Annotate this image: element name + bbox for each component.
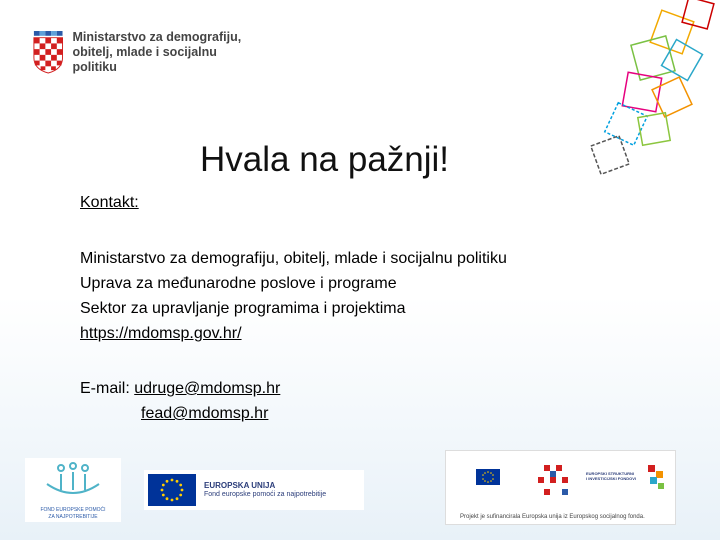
- email-link-udruge[interactable]: udruge@mdomsp.hr: [134, 380, 281, 397]
- fead-logo: [25, 458, 121, 522]
- esif-logo: [445, 450, 676, 525]
- email-link-fead[interactable]: fead@mdomsp.hr: [141, 405, 269, 422]
- website-link[interactable]: https://mdomsp.gov.hr/: [80, 325, 242, 342]
- eu-logo: [144, 470, 364, 510]
- contact-lines: [80, 246, 507, 346]
- ministry-name-line2: obitelj, mlade i socijalnu politiku: [72, 44, 217, 74]
- esif-title2: I INVESTICIJSKI FONDOVI: [586, 476, 637, 481]
- fead-logo-line2: ZA NAJPOTREBITIJE: [48, 514, 98, 520]
- fead-figures-icon: [25, 458, 121, 502]
- ministry-name-line1: Ministarstvo za demografiju,: [72, 29, 242, 44]
- contact-line-sector: Sektor za upravljanje programima i projektima: [80, 300, 406, 317]
- esif-checker-icon: [536, 461, 576, 501]
- eu-flag-small-icon: [476, 469, 500, 485]
- email-label: E-mail:: [80, 380, 130, 397]
- croatian-coat-of-arms-icon: [32, 30, 64, 74]
- eu-title: EUROPSKA UNIJA: [204, 481, 276, 490]
- eu-flag-icon: [148, 474, 196, 506]
- email-block: [80, 376, 280, 426]
- ministry-name: [72, 30, 256, 75]
- ministry-logo: [28, 24, 256, 80]
- decorative-squares: [585, 0, 720, 195]
- eu-subtitle: Fond europske pomoći za najpotrebitije: [204, 491, 327, 498]
- esif-caption: Projekt je sufinancirala Europska unija iz Europskog socijalnog fonda.: [460, 514, 645, 520]
- esif-title: EUROPSKI STRUKTURNI: [586, 471, 635, 476]
- contact-line-directorate: Uprava za međunarodne poslove i programe: [80, 275, 397, 292]
- operational-programme-icon: [644, 463, 670, 499]
- fead-logo-line1: FOND EUROPSKE POMOĆI: [40, 507, 106, 513]
- contact-line-ministry: Ministarstvo za demografiju, obitelj, mlade i socijalnu politiku: [80, 250, 507, 267]
- contact-label: Kontakt:: [80, 194, 139, 211]
- slide-title: Hvala na pažnji!: [200, 140, 450, 179]
